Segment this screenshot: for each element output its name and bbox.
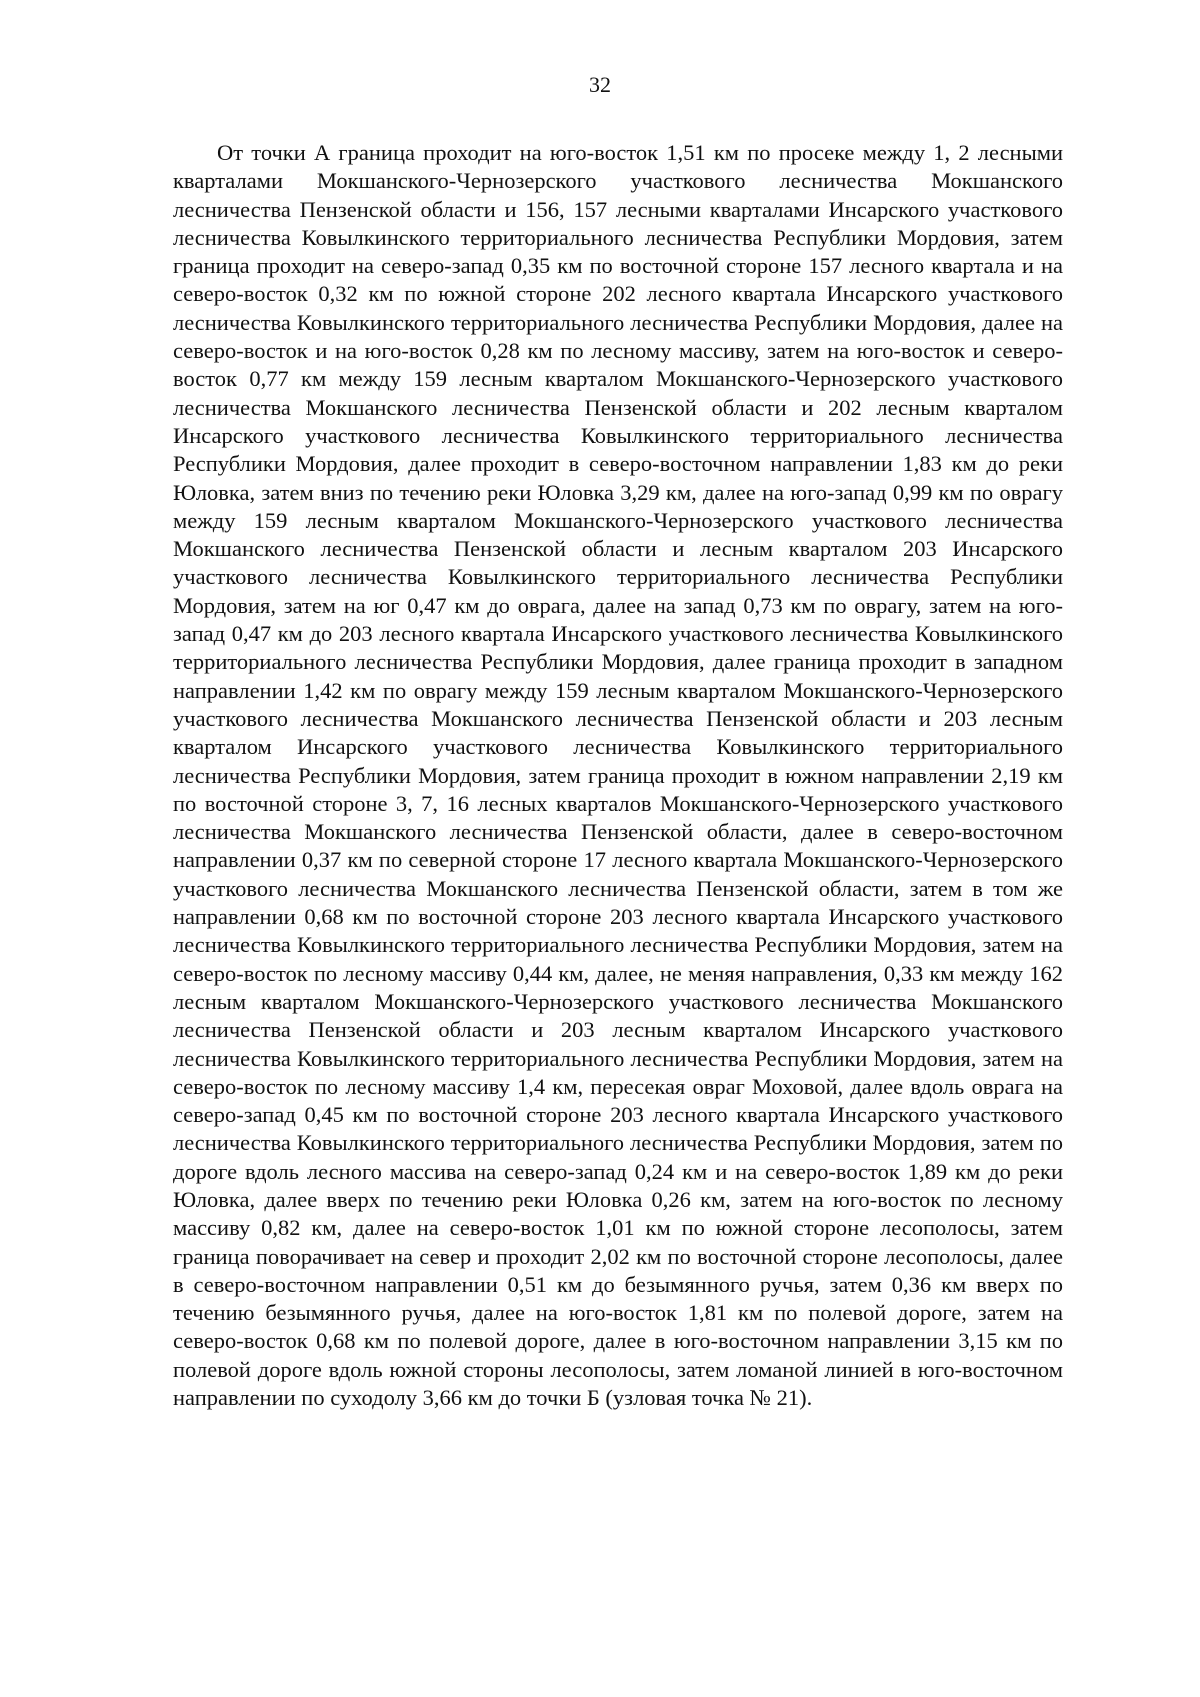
- page-number: 32: [589, 72, 611, 97]
- boundary-description-paragraph: От точки А граница проходит на юго-восток 1,51 км по просеке между 1, 2 лесными кварталами Мокшанского-Чернозерского участкового лесничества Мокшанского лесничества Пензенской области и 156, 157 лесными кварталами Инсарского участкового лесничества Ковылкинского территориального лесничества Республики Мордовия, затем граница проходит на северо-запад 0,35 км по восточной стороне 157 лесного квартала и на северо-восток 0,32 км по южной стороне 202 лесного квартала Инсарского участкового лесничества Ковылкинского территориального лесничества Республики Мордовия, далее на северо-восток и на юго-восток 0,28 км по лесному массиву, затем на юго-восток и северо-восток 0,77 км между 159 лесным кварталом Мокшанского-Чернозерского участкового лесничества Мокшанского лесничества Пензенской области и 202 лесным кварталом Инсарского участкового лесничества Ковылкинского территориального лесничества Республики Мордовия, далее проходит в северо-восточном направлении 1,83 км до реки Юловка, затем вниз по течению реки Юловка 3,29 км, далее на юго-запад 0,99 км по оврагу между 159 лесным кварталом Мокшанского-Чернозерского участкового лесничества Мокшанского лесничества Пензенской области и лесным кварталом 203 Инсарского участкового лесничества Ковылкинского территориального лесничества Республики Мордовия, затем на юг 0,47 км до оврага, далее на запад 0,73 км по оврагу, затем на юго-запад 0,47 км до 203 лесного квартала Инсарского участкового лесничества Ковылкинского территориального лесничества Республики Мордовия, далее граница проходит в западном направлении 1,42 км по оврагу между 159 лесным кварталом Мокшанского-Чернозерского участкового лесничества Мокшанского лесничества Пензенской области и 203 лесным кварталом Инсарского участкового лесничества Ковылкинского территориального лесничества Республики Мордовия, затем граница проходит в южном направлении 2,19 км по восточной стороне 3, 7, 16 лесных кварталов Мокшанского-Чернозерского участкового лесничества Мокшанского лесничества Пензенской области, далее в северо-восточном направлении 0,37 км по северной стороне 17 лесного квартала Мокшанского-Чернозерского участкового лесничества Мокшанского лесничества Пензенской области, затем в том же направлении 0,68 км по восточной стороне 203 лесного квартала Инсарского участкового лесничества Ковылкинского территориального лесничества Республики Мордовия, затем на северо-восток по лесному массиву 0,44 км, далее, не меняя направления, 0,33 км между 162 лесным кварталом Мокшанского-Чернозерского участкового лесничества Мокшанского лесничества Пензенской области и 203 лесным кварталом Инсарского участкового лесничества Ковылкинского территориального лесничества Республики Мордовия, затем на северо-восток по лесному массиву 1,4 км, пересекая овраг Моховой, далее вдоль оврага на северо-запад 0,45 км по восточной стороне 203 лесного квартала Инсарского участкового лесничества Ковылкинского территориального лесничества Республики Мордовия, затем по дороге вдоль лесного массива на северо-запад 0,24 км и на северо-восток 1,89 км до реки Юловка, далее вверх по течению реки Юловка 0,26 км, затем на юго-восток по лесному массиву 0,82 км, далее на северо-восток 1,01 км по южной стороне лесополосы, затем граница поворачивает на север и проходит 2,02 км по восточной стороне лесополосы, далее в северо-восточном направлении 0,51 км до безымянного ручья, затем 0,36 км вверх по течению безымянного ручья, далее на юго-восток 1,81 км по полевой дороге, затем на северо-восток 0,68 км по полевой дороге, далее в юго-восточном направлении 3,15 км по полевой дороге вдоль южной стороны лесополосы, затем ломаной линией в юго-восточном направлении по суходолу 3,66 км до точки Б (узловая точка № 21).: [173, 140, 1063, 1411]
